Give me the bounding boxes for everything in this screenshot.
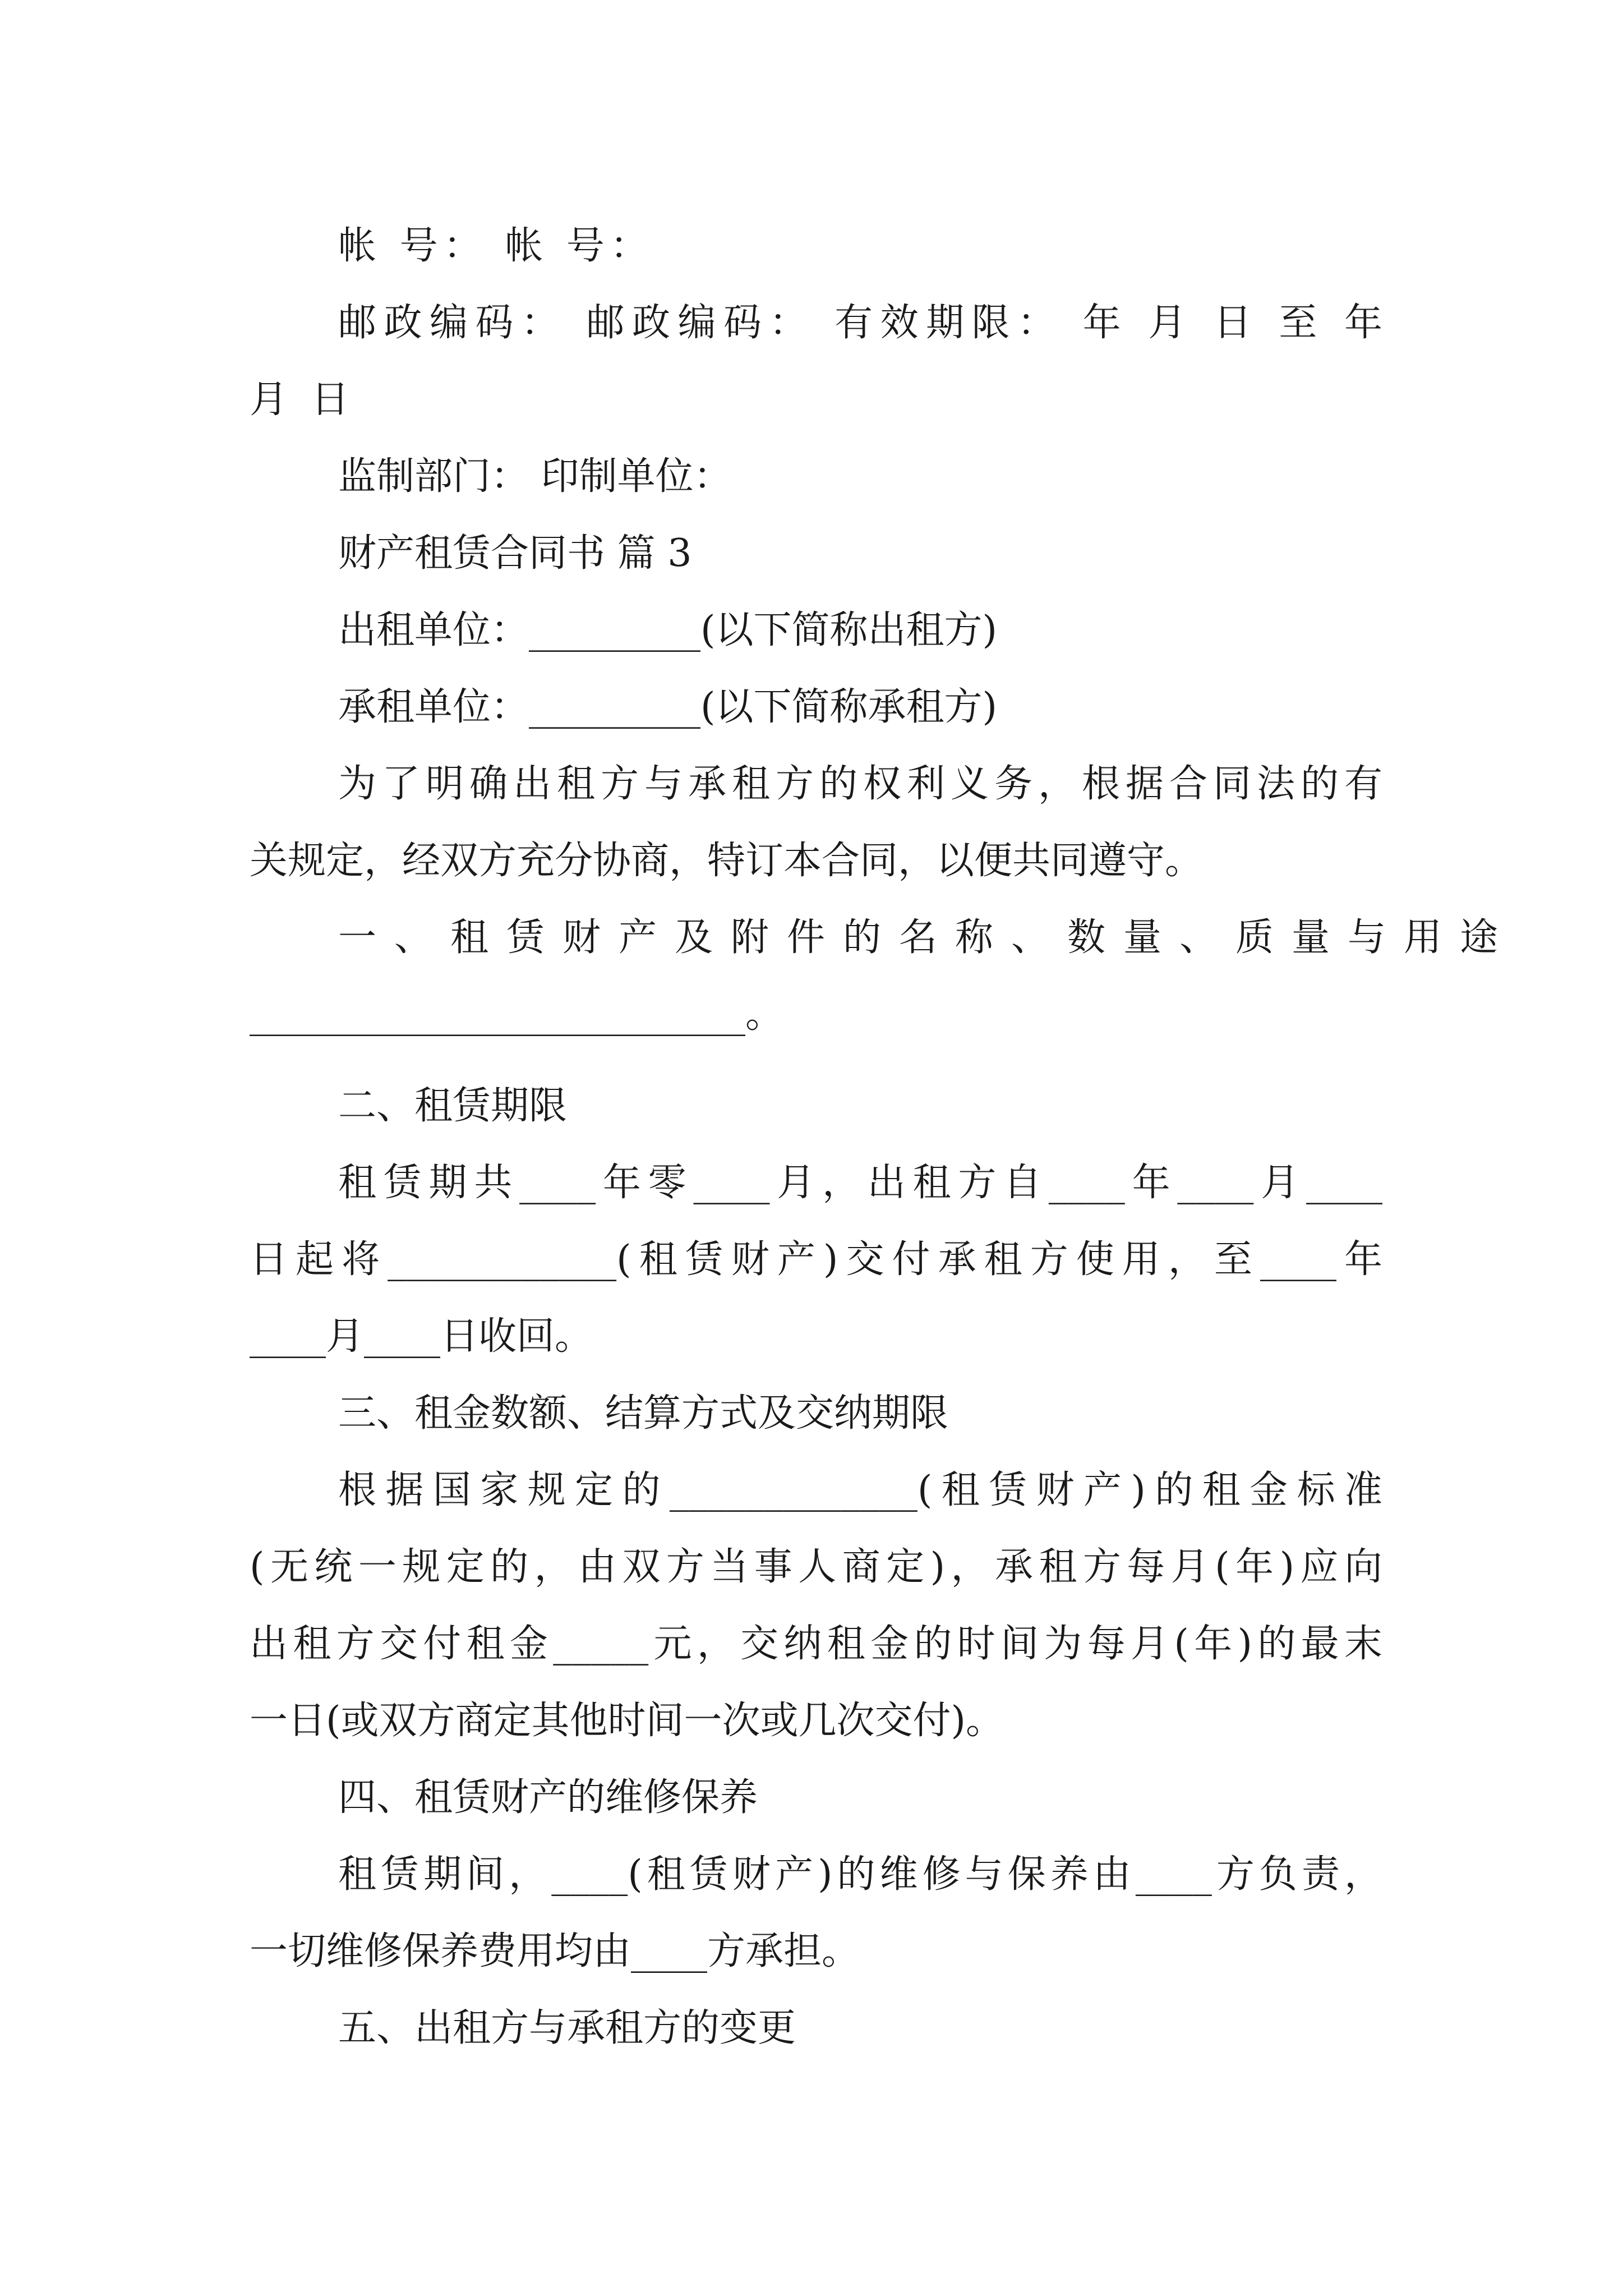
section-title: 财产租赁合同书 篇 3: [338, 531, 692, 576]
clause-2-line-2: 日起将____________(租赁财产)交付承租方使用，至____年: [250, 1237, 1382, 1282]
spacer: [250, 1053, 1382, 1068]
postcode-validity-line: 邮政编码： 邮政编码： 有效期限： 年 月 日 至 年: [338, 301, 1382, 345]
clause-3-line-3: 出租方交付租金_____元，交纳租金的时间为每月(年)的最末: [250, 1622, 1382, 1666]
clause-4-line-2: 一切维修保养费用均由____方承担。: [250, 1929, 860, 1973]
lessor-line: 出租单位：_________(以下简称出租方): [338, 608, 998, 652]
clause-3-heading: 三、租金数额、结算方式及交纳期限: [338, 1391, 949, 1435]
clause-2-line-1: 租赁期共____年零____月，出租方自____年____月____: [338, 1161, 1382, 1205]
supervision-printing-line: 监制部门： 印制单位：: [338, 454, 732, 499]
clause-2-heading: 二、租赁期限: [338, 1084, 568, 1128]
account-line: 帐 号： 帐 号：: [338, 224, 654, 268]
clause-5-heading: 五、出租方与承租方的变更: [338, 2006, 796, 2050]
clause-3-line-4: 一日(或双方商定其他时间一次或几次交付)。: [250, 1699, 1004, 1743]
lessee-line: 承租单位：_________(以下简称承租方): [338, 685, 998, 729]
clause-4-heading: 四、租赁财产的维修保养: [338, 1775, 758, 1820]
clause-4-line-1: 租赁期间，____(租赁财产)的维修与保养由____方负责，: [338, 1852, 1382, 1897]
clause-3-line-1: 根据国家规定的_____________(租赁财产)的租金标准: [338, 1468, 1382, 1512]
clause-2-line-3: ____月____日收回。: [250, 1314, 593, 1359]
clause-1-heading: 一、租赁财产及附件的名称、数量、质量与用途: [338, 915, 1516, 960]
validity-continuation-line: 月 日: [250, 378, 355, 422]
preamble-line-2: 关规定，经双方充分协商，特订本合同，以便共同遵守。: [250, 839, 1204, 883]
clause-3-line-2: (无统一规定的，由双方当事人商定)，承租方每月(年)应向: [250, 1545, 1382, 1589]
preamble-line-1: 为了明确出租方与承租方的权利义务，根据合同法的有: [338, 762, 1382, 806]
clause-1-blank: __________________________。: [250, 992, 784, 1037]
document-page: [250, 208, 1516, 2067]
